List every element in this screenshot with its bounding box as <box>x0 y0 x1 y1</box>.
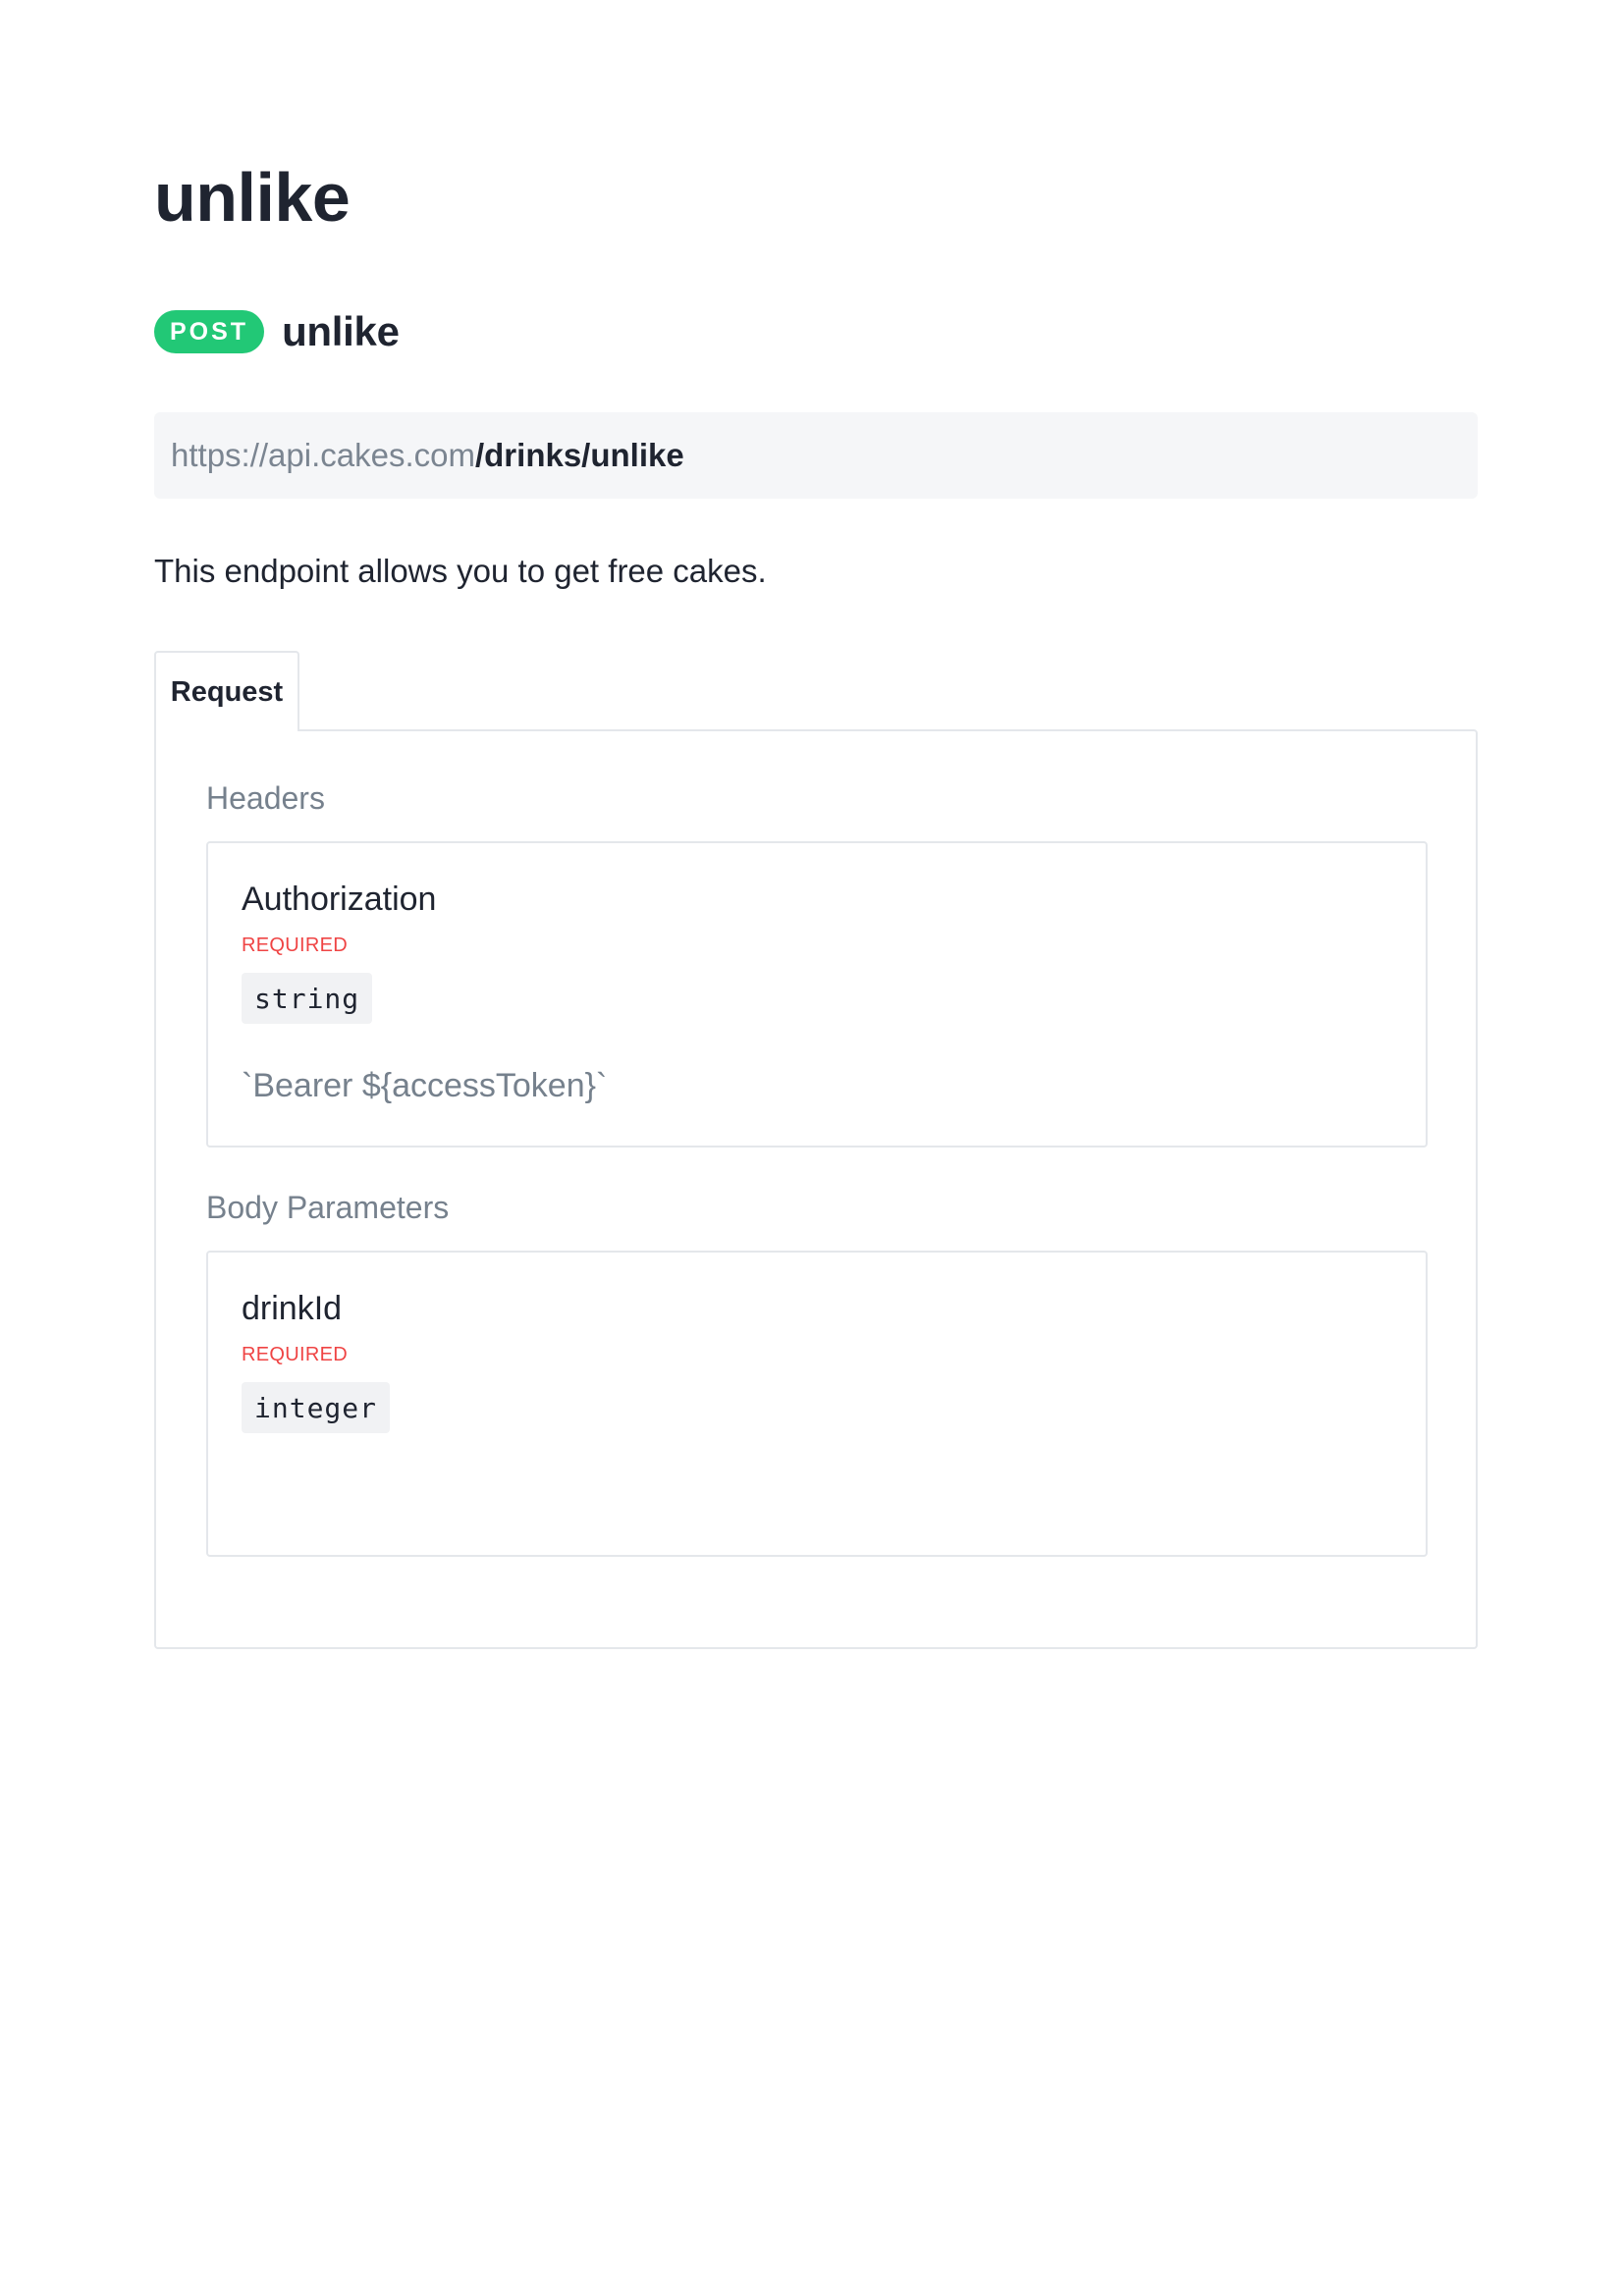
required-label: REQUIRED <box>242 934 348 956</box>
tab-request[interactable]: Request <box>154 651 299 731</box>
endpoint-description: This endpoint allows you to get free cakes. <box>154 553 767 589</box>
method-badge: POST <box>154 310 264 353</box>
endpoint-name: unlike <box>282 308 400 354</box>
url-base: https://api.cakes.com <box>171 437 475 473</box>
request-panel <box>154 729 1478 1649</box>
body-section-title: Body Parameters <box>206 1190 450 1225</box>
param-type-badge: string <box>242 973 372 1024</box>
required-label: REQUIRED <box>242 1344 348 1365</box>
page-title: unlike <box>154 159 351 236</box>
endpoint-url[interactable] <box>154 412 1478 499</box>
url-path: /drinks/unlike <box>474 437 684 473</box>
param-description: `Bearer ${accessToken}` <box>242 1067 608 1104</box>
param-name: drinkId <box>242 1290 343 1327</box>
param-name: Authorization <box>242 881 437 918</box>
body-param-card <box>206 1251 1428 1557</box>
endpoint-heading <box>154 308 400 355</box>
header-param-card <box>206 841 1428 1148</box>
param-type-badge: integer <box>242 1382 390 1433</box>
headers-section-title: Headers <box>206 780 325 816</box>
